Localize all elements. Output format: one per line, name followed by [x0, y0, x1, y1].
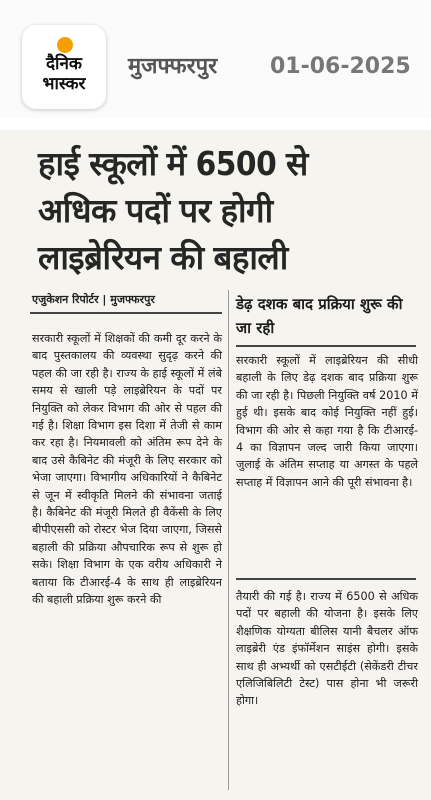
byline: एजुकेशन रिपोर्टर | मुजफ्फरपुर: [32, 293, 155, 306]
headline-line: लाइब्रेरियन की बहाली: [38, 238, 288, 277]
logo-text-line2: भास्कर: [42, 74, 86, 94]
subheading: डेढ़ दशक बाद प्रक्रिया शुरू की जा रही: [236, 295, 403, 337]
article-headline: [38, 140, 408, 281]
headline-line: हाई स्कूलों में 6500 से: [38, 144, 308, 183]
dainik-bhaskar-logo[interactable]: [22, 25, 106, 109]
sun-icon: [57, 37, 73, 53]
article-body-left: सरकारी स्कूलों में शिक्षकों की कमी दूर करने के बाद पुस्तकालय की व्यवस्था सुदृढ़ करने की पहल की जा रही है। राज्य के हाई स्कूलों में लंबे समय से खाली पड़े लाइब्रेरियन के पदों पर नियुक्ति को लेकर विभाग की ओर से पहल की गई है। शिक्षा विभाग इस दिशा में तेजी से काम कर रहा है। नियमावली को अंतिम रूप देने के बाद उसे कैबिनेट की मंजूरी के लिए सरकार को भेजा जाएगा। विभागीय अधिकारियों ने कैबिनेट से जून में स्वीकृति मिलने की संभावना जताई है। कैबिनेट की मंजूरी मिलते ही वैकेंसी के लिए बीपीएससी को रोस्टर भेज दिया जाएगा, जिससे बहाली की प्रक्रिया औपचारिक रूप से शुरू हो सके। शिक्षा विभाग के एक वरीय अधिकारी ने बताया कि टीआरई-4 के साथ ही लाइब्रेरियन की बहाली प्रक्रिया शुरू करने की: [32, 332, 222, 607]
divider: [30, 312, 222, 314]
divider: [236, 578, 416, 580]
headline-line: अधिक पदों पर होगी: [38, 191, 273, 230]
article-body-right-top: सरकारी स्कूलों में लाइब्रेरियन की सीधी बहाली के लिए डेढ़ दशक बाद प्रक्रिया शुरू की जा रही है। पिछली नियुक्ति वर्ष 2010 में हुई थी। इसके बाद कोई नियुक्ति नहीं हुई। विभाग की ओर से कहा गया है कि टीआरई- 4 का विज्ञापन जल्द जारी किया जाएगा। जुलाई के अंतिम सप्ताह या अगस्त के पहले सप्ताह में विज्ञापन आने की पूरी संभावना है।: [236, 354, 418, 489]
logo-text-line1: दैनिक: [46, 54, 82, 74]
header-bar: [0, 0, 431, 118]
edition-date: 01-06-2025: [270, 54, 411, 79]
edition-city: मुजफ्फरपुर: [128, 54, 218, 79]
column-divider: [228, 290, 229, 790]
article-body-right-bottom: तैयारी की गई है। राज्य में 6500 से अधिक पदों पर बहाली की योजना है। इसके लिए शैक्षणिक योग्यता बीलिस यानी बैचलर ऑफ लाइब्रेरी एंड इंफॉर्मेशन साइंस होगी। इसके साथ ही अभ्यर्थी को एसटीईटी (सेकेंडरी टीचर एलिजिबिलिटी टेस्ट) पास होना भी जरूरी होगा।: [236, 590, 418, 708]
divider: [236, 345, 416, 347]
